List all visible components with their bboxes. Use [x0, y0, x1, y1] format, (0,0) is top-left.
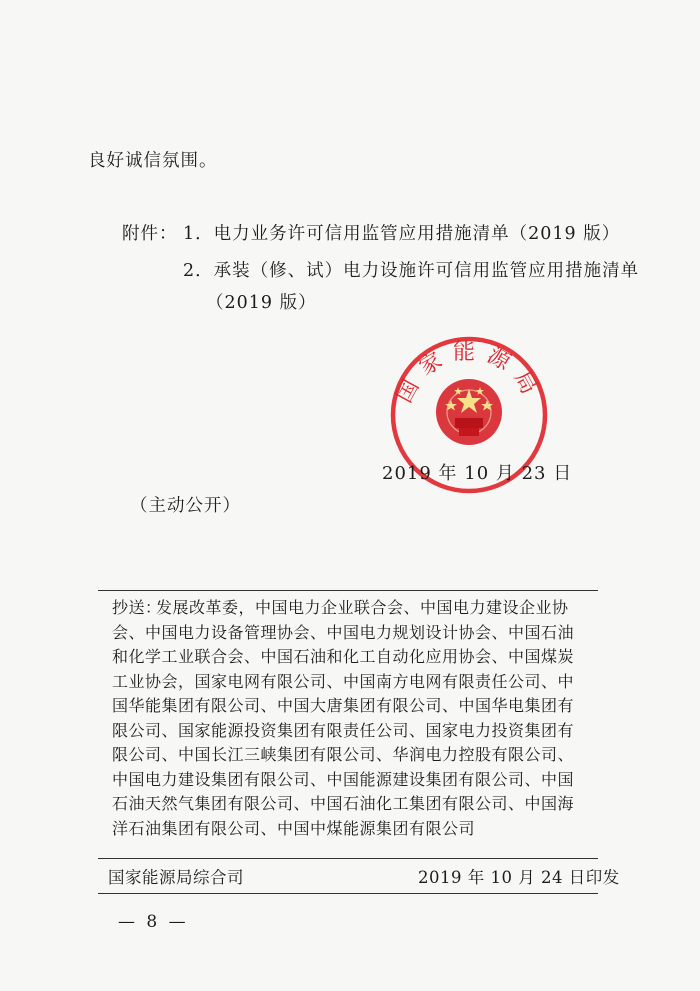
cc-label: 抄送： — [112, 598, 162, 617]
cc-recipients: 发展改革委，中国电力企业联合会、中国电力建设企业协会、中国电力设备管理协会、中国电力规划设计协会、中国石油和化学工业联合会、中国石油和化工自动化应用协会、中国煤炭工业协会，国家电网有限公司、中国南方电网有限责任公司、中国华能集团有限公司、中国大唐集团有限公司、中国华电集团有限公司、国家能源投资集团有限责任公司、国家电力投资集团有限公司、中国长江三峡集团有限公司、华润电力控股有限公司、中国电力建设集团有限公司、中国能源建设集团有限公司、中国石油天然气集团有限公司、中国石油化工集团有限公司、中国海洋石油集团有限公司、中国中煤能源集团有限公司 — [112, 598, 575, 838]
national-emblem-icon — [436, 379, 502, 445]
divider-bottom — [98, 893, 598, 894]
signature-date: 2019 年 10 月 23 日 — [382, 463, 573, 484]
closing-line: 良好诚信氛围。 — [88, 151, 218, 171]
attachment-item-2: 2．承装（修、试）电力设施许可信用监管应用措施清单 — [183, 261, 640, 281]
page-number: — 8 — — [118, 912, 189, 932]
attachment-item-2-cont: （2019 版） — [206, 293, 317, 313]
attachments-label: 附件： — [122, 224, 178, 244]
divider-top — [98, 590, 598, 591]
issuer: 国家能源局综合司 — [108, 868, 244, 887]
seal-text: 国家能源局 — [392, 340, 546, 408]
attachment-item-1: 1．电力业务许可信用监管应用措施清单（2019 版） — [183, 224, 621, 244]
publicity-note: （主动公开） — [130, 496, 241, 516]
divider-middle — [98, 858, 598, 859]
print-date: 2019 年 10 月 24 日印发 — [418, 868, 620, 887]
